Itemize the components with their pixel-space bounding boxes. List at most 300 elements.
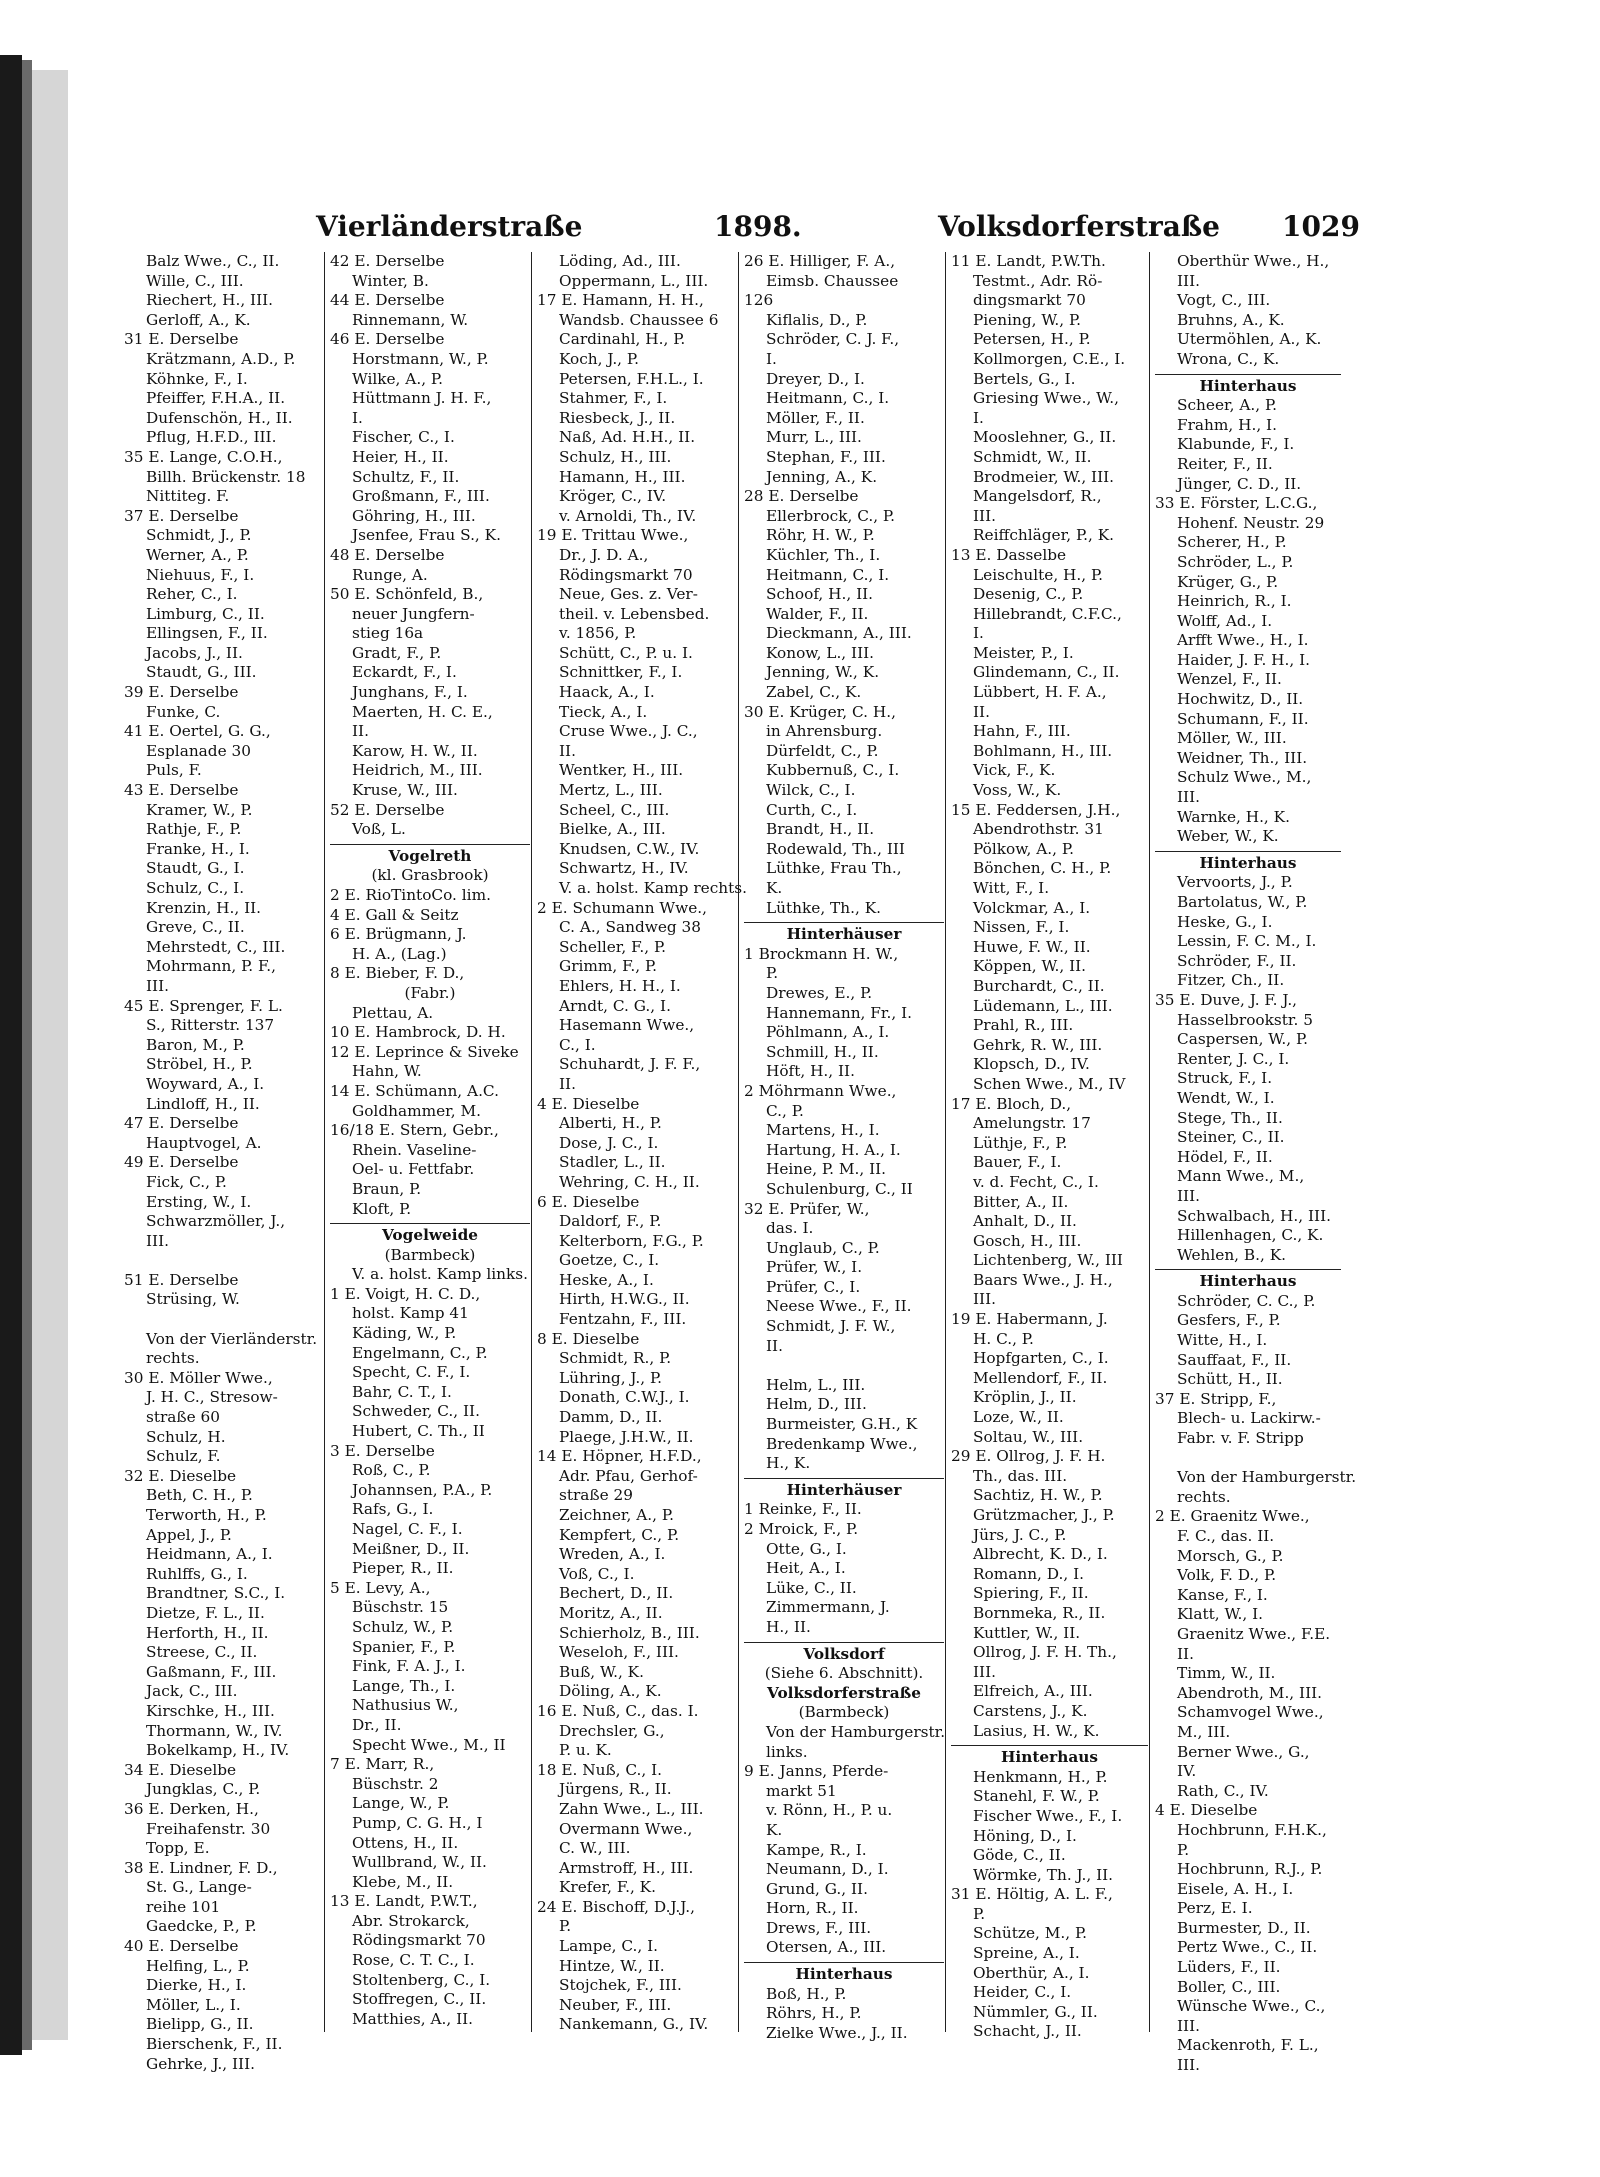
resident-entry: Schmill, H., II.	[766, 1042, 879, 1061]
resident-entry: Lüdemann, L., III.	[973, 996, 1113, 1015]
header-year: 1898.	[714, 210, 802, 243]
house-entry: 46 E. Derselbe	[330, 330, 445, 349]
resident-entry: Donath, C.W.J., I.	[559, 1388, 690, 1407]
resident-entry: Jünger, C. D., II.	[1177, 474, 1302, 493]
house-entry: 32 E. Prüfer, W.,	[744, 1199, 870, 1218]
resident-entry: Curth, C., I.	[766, 800, 858, 819]
resident-entry: Heier, H., II.	[352, 447, 449, 466]
resident-entry: Gosch, H., III.	[973, 1231, 1082, 1250]
resident-entry: theil. v. Lebensbed.	[559, 604, 710, 623]
resident-entry: Lübbert, H. F. A.,	[973, 683, 1107, 702]
resident-entry: Brandtner, S.C., I.	[146, 1584, 286, 1603]
resident-entry: markt 51	[766, 1781, 837, 1800]
resident-entry: Balz Wwe., C., II.	[146, 252, 280, 270]
resident-entry: Bitter, A., II.	[973, 1192, 1069, 1211]
resident-entry: Rodewald, Th., III	[766, 839, 905, 858]
resident-entry: Pfeiffer, F.H.A., II.	[146, 389, 286, 408]
resident-entry: Spanier, F., P.	[352, 1637, 456, 1656]
resident-entry: Dreyer, D., I.	[766, 369, 865, 388]
house-entry: 30 E. Krüger, C. H.,	[744, 702, 896, 721]
resident-entry: Roß, C., P.	[352, 1461, 431, 1480]
resident-entry: Bokelkamp, H., IV.	[146, 1741, 290, 1760]
resident-entry: Lindloff, H., II.	[146, 1094, 260, 1113]
resident-entry: Helm, L., III.	[766, 1375, 866, 1394]
resident-entry: Fitzer, Ch., II.	[1177, 971, 1285, 990]
resident-entry: rechts.	[1177, 1487, 1231, 1506]
resident-entry: holst. Kamp 41	[352, 1304, 469, 1323]
resident-entry: Schütt, C., P. u. I.	[559, 643, 693, 662]
resident-entry: Schulenburg, C., II	[766, 1179, 913, 1198]
house-entry: 31 E. Höltig, A. L. F.,	[951, 1885, 1113, 1904]
resident-entry: Burchardt, C., II.	[973, 976, 1105, 995]
resident-entry: Röhr, H. W., P.	[766, 526, 875, 545]
resident-entry: Heidrich, M., III.	[352, 761, 483, 780]
house-entry: 5 E. Levy, A.,	[330, 1578, 431, 1597]
resident-entry: Hasselbrookstr. 5	[1177, 1010, 1313, 1029]
resident-entry: Heske, G., I.	[1177, 912, 1273, 931]
resident-entry: Burmeister, G.H., K	[766, 1415, 918, 1434]
resident-entry: Rath, C., IV.	[1177, 1781, 1269, 1800]
resident-entry: Döling, A., K.	[559, 1682, 662, 1701]
house-entry: 35 E. Duve, J. F. J.,	[1155, 990, 1298, 1009]
house-entry: 31 E. Derselbe	[124, 330, 239, 349]
resident-entry: Heit, A., I.	[766, 1559, 846, 1578]
resident-entry: P.	[973, 1904, 986, 1923]
resident-entry: Schultz, F., II.	[352, 467, 460, 486]
house-entry: 14 E. Schümann, A.C.	[330, 1081, 499, 1100]
resident-entry: Klatt, W., I.	[1177, 1605, 1263, 1624]
resident-entry: Lange, Th., I.	[352, 1676, 456, 1695]
resident-entry: III.	[1177, 2016, 1200, 2035]
resident-entry: Huwe, F. W., II.	[973, 937, 1091, 956]
resident-entry: Helm, D., III.	[766, 1395, 867, 1414]
resident-entry: Frahm, H., I.	[1177, 415, 1277, 434]
resident-entry: Rhein. Vaseline-	[352, 1140, 477, 1159]
resident-entry: Neese Wwe., F., II.	[766, 1297, 912, 1316]
resident-entry: Overmann Wwe.,	[559, 1819, 693, 1838]
house-entry: 19 E. Trittau Wwe.,	[537, 526, 689, 545]
resident-entry: Oel- u. Fettfabr.	[352, 1160, 475, 1179]
resident-entry: Schulz, H., III.	[559, 447, 672, 466]
resident-entry: links.	[766, 1742, 808, 1761]
resident-entry: Bohlmann, H., III.	[973, 741, 1113, 760]
resident-entry: Köhnke, F., I.	[146, 369, 248, 388]
resident-entry: Helfing, L., P.	[146, 1956, 250, 1975]
resident-entry: reihe 101	[146, 1897, 221, 1916]
resident-entry: Beth, C. H., P.	[146, 1486, 253, 1505]
resident-entry: v. 1856, P.	[559, 624, 637, 643]
section-heading: Vogelreth	[330, 844, 530, 867]
resident-entry: Th., das. III.	[973, 1466, 1068, 1485]
house-entry: 13 E. Dasselbe	[951, 545, 1067, 564]
resident-entry: Von der Hamburgerstr.	[1177, 1468, 1357, 1487]
house-entry: 39 E. Derselbe	[124, 683, 239, 702]
resident-entry: in Ahrensburg.	[766, 722, 883, 741]
resident-entry: Lüthke, Th., K.	[766, 898, 881, 917]
spacer	[744, 1356, 944, 1376]
resident-entry: Weidner, Th., III.	[1177, 748, 1308, 767]
resident-entry: Lasius, H. W., K.	[973, 1721, 1100, 1740]
resident-entry: Jungklas, C., P.	[146, 1780, 261, 1799]
page-number: 1029	[1282, 210, 1360, 243]
resident-entry: Von der Vierländerstr.	[146, 1329, 318, 1348]
resident-entry: Kröger, C., IV.	[559, 487, 667, 506]
resident-entry: K.	[766, 1820, 783, 1839]
resident-entry: Grimm, F., P.	[559, 957, 658, 976]
resident-entry: P. u. K.	[559, 1741, 612, 1760]
resident-entry: Plettau, A.	[352, 1003, 434, 1022]
resident-entry: Mellendorf, F., II.	[973, 1368, 1108, 1387]
resident-entry: C., P.	[766, 1101, 804, 1120]
resident-entry: Kelterborn, F.G., P.	[559, 1231, 704, 1250]
resident-entry: Rödingsmarkt 70	[352, 1931, 486, 1950]
resident-entry: C. W., III.	[559, 1839, 631, 1858]
resident-entry: Wendt, W., I.	[1177, 1088, 1275, 1107]
resident-entry: Hahn, F., III.	[973, 722, 1071, 741]
resident-entry: P.	[559, 1917, 572, 1936]
resident-entry: Schwalbach, H., III.	[1177, 1206, 1331, 1225]
resident-entry: Schmidt, J. F. W.,	[766, 1317, 896, 1336]
section-heading: Hinterhaus	[951, 1745, 1148, 1768]
house-entry: 33 E. Förster, L.C.G.,	[1155, 494, 1318, 513]
resident-entry: Stoffregen, C., II.	[352, 1990, 487, 2009]
resident-entry: Neuber, F., III.	[559, 1995, 672, 2014]
running-header	[118, 210, 1360, 250]
resident-entry: Otersen, A., III.	[766, 1938, 887, 1957]
resident-entry: Struck, F., I.	[1177, 1069, 1273, 1088]
resident-entry: Schweder, C., II.	[352, 1402, 480, 1421]
resident-entry: Heitmann, C., I.	[766, 565, 890, 584]
resident-entry: Wilck, C., I.	[766, 781, 856, 800]
resident-entry: Fischer, C., I.	[352, 428, 455, 447]
resident-entry: Freihafenstr. 30	[146, 1819, 271, 1838]
resident-entry: Leischulte, H., P.	[973, 565, 1104, 584]
resident-entry: Ollrog, J. F. H. Th.,	[973, 1643, 1117, 1662]
resident-entry: Prüfer, C., I.	[766, 1277, 861, 1296]
resident-entry: Volckmar, A., I.	[973, 898, 1091, 917]
resident-entry: Nankemann, G., IV.	[559, 2015, 709, 2034]
house-entry: 16 E. Nuß, C., das. I.	[537, 1701, 699, 1720]
resident-entry: Rödingsmarkt 70	[559, 565, 693, 584]
spacer	[124, 1251, 322, 1271]
resident-entry: II.	[973, 702, 990, 721]
resident-entry: Specht, C. F., I.	[352, 1363, 471, 1382]
resident-entry: Drews, F., III.	[766, 1918, 872, 1937]
resident-entry: Hubert, C. Th., II	[352, 1422, 485, 1441]
resident-entry: Krätzmann, A.D., P.	[146, 349, 296, 368]
resident-entry: Bruhns, A., K.	[1177, 310, 1285, 329]
resident-entry: neuer Jungfern-	[352, 604, 475, 623]
resident-entry: Weseloh, F., III.	[559, 1643, 679, 1662]
resident-entry: Specht Wwe., M., II	[352, 1735, 506, 1754]
resident-entry: Hochwitz, D., II.	[1177, 690, 1304, 709]
resident-entry: Puls, F.	[146, 761, 202, 780]
section-subheading: (Barmbeck)	[798, 1703, 890, 1722]
resident-entry: Bierschenk, F., II.	[146, 2035, 283, 2054]
column-5	[945, 252, 1148, 2041]
section-heading: Hinterhäuser	[744, 1478, 944, 1501]
resident-entry: I.	[766, 349, 777, 368]
resident-entry: Henkmann, H., P.	[973, 1767, 1108, 1786]
resident-entry: Meißner, D., II.	[352, 1539, 470, 1558]
resident-entry: Bönchen, C. H., P.	[973, 859, 1112, 878]
resident-entry: Hopfgarten, C., I.	[973, 1349, 1109, 1368]
resident-entry: Von der Hamburgerstr.	[766, 1722, 946, 1741]
resident-entry: Stoltenberg, C., I.	[352, 1970, 491, 1989]
resident-entry: Mertz, L., III.	[559, 781, 663, 800]
resident-entry: Küchler, Th., I.	[766, 545, 881, 564]
resident-entry: Murr, L., III.	[766, 428, 862, 447]
house-entry: 38 E. Lindner, F. D.,	[124, 1858, 278, 1877]
house-entry: 12 E. Leprince & Siveke	[330, 1042, 519, 1061]
section-heading: Hinterhaus	[744, 1962, 944, 1985]
resident-entry: Witte, H., I.	[1177, 1331, 1268, 1350]
house-entry: 29 E. Ollrog, J. F. H.	[951, 1447, 1106, 1466]
resident-entry: Bertels, G., I.	[973, 369, 1076, 388]
resident-entry: H., II.	[766, 1617, 811, 1636]
house-entry: 42 E. Derselbe	[330, 252, 445, 270]
resident-entry: Ellingsen, F., II.	[146, 624, 268, 643]
resident-entry: Albrecht, K. D., I.	[973, 1545, 1108, 1564]
section-subheading: (kl. Grasbrook)	[371, 866, 489, 885]
resident-entry: Hauptvogel, A.	[146, 1133, 262, 1152]
resident-entry: Bechert, D., II.	[559, 1584, 674, 1603]
resident-entry: Krefer, F., K.	[559, 1878, 656, 1897]
resident-entry: P.	[766, 964, 779, 983]
resident-entry: Koch, J., P.	[559, 349, 639, 368]
resident-entry: V. a. holst. Kamp rechts.	[559, 879, 747, 897]
binding-gutter	[32, 70, 68, 2040]
resident-entry: Hochbrunn, R.J., P.	[1177, 1860, 1323, 1879]
resident-entry: Spiering, F., II.	[973, 1584, 1089, 1603]
resident-entry: Ehlers, H. H., I.	[559, 976, 681, 995]
resident-entry: Nagel, C. F., I.	[352, 1520, 463, 1538]
resident-entry: III.	[973, 506, 996, 525]
house-entry: 32 E. Dieselbe	[124, 1466, 237, 1485]
resident-entry: Kubbernuß, C., I.	[766, 761, 900, 780]
resident-entry: Kloft, P.	[352, 1199, 412, 1218]
resident-entry: Bartolatus, W., P.	[1177, 893, 1308, 911]
resident-entry: Plaege, J.H.W., II.	[559, 1427, 694, 1446]
house-entry: 3 E. Derselbe	[330, 1441, 435, 1460]
resident-entry: Zahn Wwe., L., III.	[559, 1799, 704, 1818]
resident-entry: Schulz Wwe., M.,	[1177, 768, 1312, 787]
resident-entry: Kröplin, J., II.	[973, 1388, 1077, 1407]
resident-entry: Werner, A., P.	[146, 545, 249, 564]
resident-entry: Mann Wwe., M.,	[1177, 1167, 1305, 1186]
house-entry: 35 E. Lange, C.O.H.,	[124, 447, 283, 466]
resident-entry: Tieck, A., I.	[559, 702, 648, 721]
house-entry: 52 E. Derselbe	[330, 800, 445, 819]
resident-entry: Lüders, F., II.	[1177, 1958, 1281, 1977]
resident-entry: Lüke, C., II.	[766, 1578, 857, 1597]
resident-entry: Warnke, H., K.	[1177, 807, 1290, 826]
resident-entry: Reiffchläger, P., K.	[973, 526, 1115, 545]
resident-entry: Herforth, H., II.	[146, 1623, 269, 1642]
resident-entry: Cruse Wwe., J. C.,	[559, 722, 698, 741]
resident-entry: Gehrk, R. W., III.	[973, 1035, 1103, 1054]
house-entry: 126	[744, 291, 774, 310]
resident-entry: Stadler, L., II.	[559, 1153, 666, 1172]
resident-entry: Steiner, C., II.	[1177, 1128, 1285, 1147]
resident-entry: Kruse, W., III.	[352, 781, 458, 800]
resident-entry: Nittiteg. F.	[146, 487, 230, 506]
resident-entry: Schmidt, R., P.	[559, 1349, 672, 1368]
resident-entry: Oberthür Wwe., H.,	[1177, 252, 1330, 270]
resident-entry: Klebe, M., II.	[352, 1872, 454, 1891]
resident-entry: Voß, L.	[352, 820, 406, 839]
resident-entry: Büschstr. 2	[352, 1774, 439, 1793]
resident-entry: II.	[352, 722, 369, 741]
resident-entry: Hartung, H. A., I.	[766, 1140, 901, 1159]
house-entry: 7 E. Marr, R.,	[330, 1755, 435, 1774]
resident-entry: Stege, Th., II.	[1177, 1108, 1283, 1127]
resident-entry: Höning, D., I.	[973, 1826, 1077, 1845]
resident-entry: Hochbrunn, F.H.K.,	[1177, 1820, 1327, 1839]
resident-entry: Wandsb. Chaussee 6	[559, 310, 719, 329]
resident-entry: Kuttler, W., II.	[973, 1623, 1081, 1642]
resident-entry: Riesbeck, J., II.	[559, 408, 676, 427]
house-entry: 6 E. Brügmann, J.	[330, 925, 467, 944]
resident-entry: Burmester, D., II.	[1177, 1918, 1311, 1937]
house-entry: 30 E. Möller Wwe.,	[124, 1368, 273, 1387]
resident-entry: Vervoorts, J., P.	[1177, 873, 1293, 892]
resident-entry: Kirschke, H., III.	[146, 1701, 275, 1720]
resident-entry: Schwartz, H., IV.	[559, 859, 689, 878]
resident-entry: Schröder, F., II.	[1177, 951, 1297, 970]
house-entry: 15 E. Feddersen, J.H.,	[951, 800, 1121, 819]
resident-entry: Schuhardt, J. F. F.,	[559, 1055, 701, 1074]
resident-entry: Junghans, F., I.	[352, 683, 468, 702]
resident-entry: Schamvogel Wwe.,	[1177, 1703, 1324, 1722]
resident-entry: Heinrich, R., I.	[1177, 592, 1292, 611]
resident-entry: Käding, W., P.	[352, 1324, 457, 1343]
resident-entry: straße 60	[146, 1408, 221, 1427]
resident-entry: Ottens, H., II.	[352, 1833, 459, 1852]
resident-entry: Krenzin, H., II.	[146, 898, 262, 917]
house-entry: 17 E. Bloch, D.,	[951, 1094, 1072, 1113]
resident-entry: Schulz, F.	[146, 1447, 221, 1466]
house-entry: 10 E. Hambrock, D. H.	[330, 1023, 506, 1042]
resident-entry: Kramer, W., P.	[146, 800, 253, 819]
resident-entry: Otte, G., I.	[766, 1539, 847, 1558]
resident-entry: Funke, C.	[146, 702, 221, 721]
resident-entry: H. C., P.	[973, 1329, 1034, 1348]
resident-entry: Wentker, H., III.	[559, 761, 684, 780]
resident-entry: das. I.	[766, 1219, 814, 1238]
resident-entry: Staudt, G., I.	[146, 859, 245, 878]
resident-entry: III.	[973, 1662, 996, 1681]
resident-entry: Buß, W., K.	[559, 1662, 644, 1681]
resident-entry: Wehlen, B., K.	[1177, 1245, 1287, 1264]
house-entry: 9 E. Janns, Pferde-	[744, 1762, 889, 1781]
resident-entry: Schröder, L., P.	[1177, 552, 1294, 571]
resident-entry: Voss, W., K.	[973, 781, 1062, 800]
resident-entry: Schütt, H., II.	[1177, 1370, 1283, 1389]
resident-entry: Petersen, H., P.	[973, 330, 1091, 349]
resident-entry: Gerloff, A., K.	[146, 310, 251, 329]
resident-entry: Scheller, F., P.	[559, 937, 667, 956]
resident-entry: Walder, F., II.	[766, 604, 869, 623]
resident-entry: Glindemann, C., II.	[973, 663, 1120, 682]
resident-entry: Eimsb. Chaussee	[766, 271, 899, 290]
resident-entry: Hamann, H., III.	[559, 467, 686, 486]
resident-entry: Matthies, A., II.	[352, 2009, 474, 2028]
resident-entry: Thormann, W., IV.	[146, 1721, 283, 1740]
resident-entry: Schwarzmöller, J.,	[146, 1212, 286, 1231]
resident-entry: I.	[973, 408, 984, 427]
resident-entry: Winter, B.	[352, 271, 429, 290]
resident-entry: Hödel, F., II.	[1177, 1147, 1273, 1166]
resident-entry: Desenig, C., P.	[973, 585, 1084, 604]
resident-entry: Löding, Ad., III.	[559, 252, 681, 270]
resident-entry: Meister, P., I.	[973, 643, 1074, 662]
resident-entry: Röhrs, H., P.	[766, 2004, 862, 2023]
resident-entry: Fick, C., P.	[146, 1172, 227, 1191]
resident-entry: Stahmer, F., I.	[559, 389, 668, 408]
resident-entry: Voß, C., I.	[559, 1564, 635, 1583]
column-3	[531, 252, 747, 2034]
resident-entry: F. C., das. II.	[1177, 1527, 1275, 1545]
resident-entry: Mehrstedt, C., III.	[146, 937, 286, 956]
house-entry: 2 E. Graenitz Wwe.,	[1155, 1507, 1310, 1526]
resident-entry: Adr. Pfau, Gerhof-	[559, 1466, 698, 1485]
resident-entry: Elfreich, A., III.	[973, 1682, 1093, 1701]
resident-entry: Timm, W., II.	[1177, 1664, 1276, 1683]
resident-entry: Abr. Strokarck,	[352, 1911, 470, 1930]
house-entry: 1 Reinke, F., II.	[744, 1500, 862, 1519]
resident-entry: Dürfeldt, C., P.	[766, 741, 879, 760]
resident-entry: Oberthür, A., I.	[973, 1963, 1090, 1982]
resident-entry: Runge, A.	[352, 565, 428, 584]
resident-entry: Soltau, W., III.	[973, 1427, 1084, 1446]
resident-entry: Hirth, H.W.G., II.	[559, 1290, 690, 1309]
resident-entry: Eckardt, F., I.	[352, 663, 457, 682]
resident-entry: Spreine, A., I.	[973, 1944, 1080, 1963]
resident-entry: Petersen, F.H.L., I.	[559, 369, 704, 388]
resident-entry: Rathje, F., P.	[146, 820, 242, 839]
resident-entry: Perz, E. I.	[1177, 1899, 1253, 1918]
resident-entry: Billh. Brückenstr. 18	[146, 467, 306, 486]
resident-entry: Gaßmann, F., III.	[146, 1662, 277, 1681]
resident-entry: Schütze, M., P.	[973, 1924, 1088, 1943]
house-entry: 8 E. Dieselbe	[537, 1329, 640, 1348]
house-entry: 47 E. Derselbe	[124, 1114, 239, 1133]
house-entry: 2 E. RioTintoCo. lim.	[330, 886, 491, 904]
section-heading: Hinterhäuser	[744, 922, 944, 945]
resident-entry: Naß, Ad. H.H., II.	[559, 428, 696, 447]
resident-entry: Alberti, H., P.	[559, 1114, 662, 1133]
resident-entry: Weber, W., K.	[1177, 827, 1279, 846]
house-entry: 1 E. Voigt, H. C. D.,	[330, 1284, 481, 1303]
resident-entry: H. A., (Lag.)	[352, 944, 447, 963]
resident-entry: Rinnemann, W.	[352, 310, 469, 329]
resident-entry: Goetze, C., I.	[559, 1251, 660, 1270]
house-entry: 4 E. Dieselbe	[1155, 1801, 1258, 1820]
resident-entry: Testmt., Adr. Rö-	[973, 271, 1103, 290]
resident-entry: III.	[1177, 1186, 1200, 1205]
resident-entry: Renter, J. C., I.	[1177, 1049, 1290, 1068]
house-entry: 8 E. Bieber, F. D.,	[330, 964, 465, 983]
resident-entry: Gesfers, F., P.	[1177, 1311, 1281, 1330]
resident-entry: Boller, C., III.	[1177, 1977, 1281, 1996]
resident-entry: Mooslehner, G., II.	[973, 428, 1117, 447]
binding-shadow	[0, 55, 22, 2055]
resident-entry: Wolff, Ad., I.	[1177, 611, 1273, 630]
resident-entry: II.	[766, 1336, 783, 1355]
resident-entry: J. H. C., Stresow-	[146, 1388, 278, 1407]
resident-entry: Kollmorgen, C.E., I.	[973, 349, 1126, 368]
